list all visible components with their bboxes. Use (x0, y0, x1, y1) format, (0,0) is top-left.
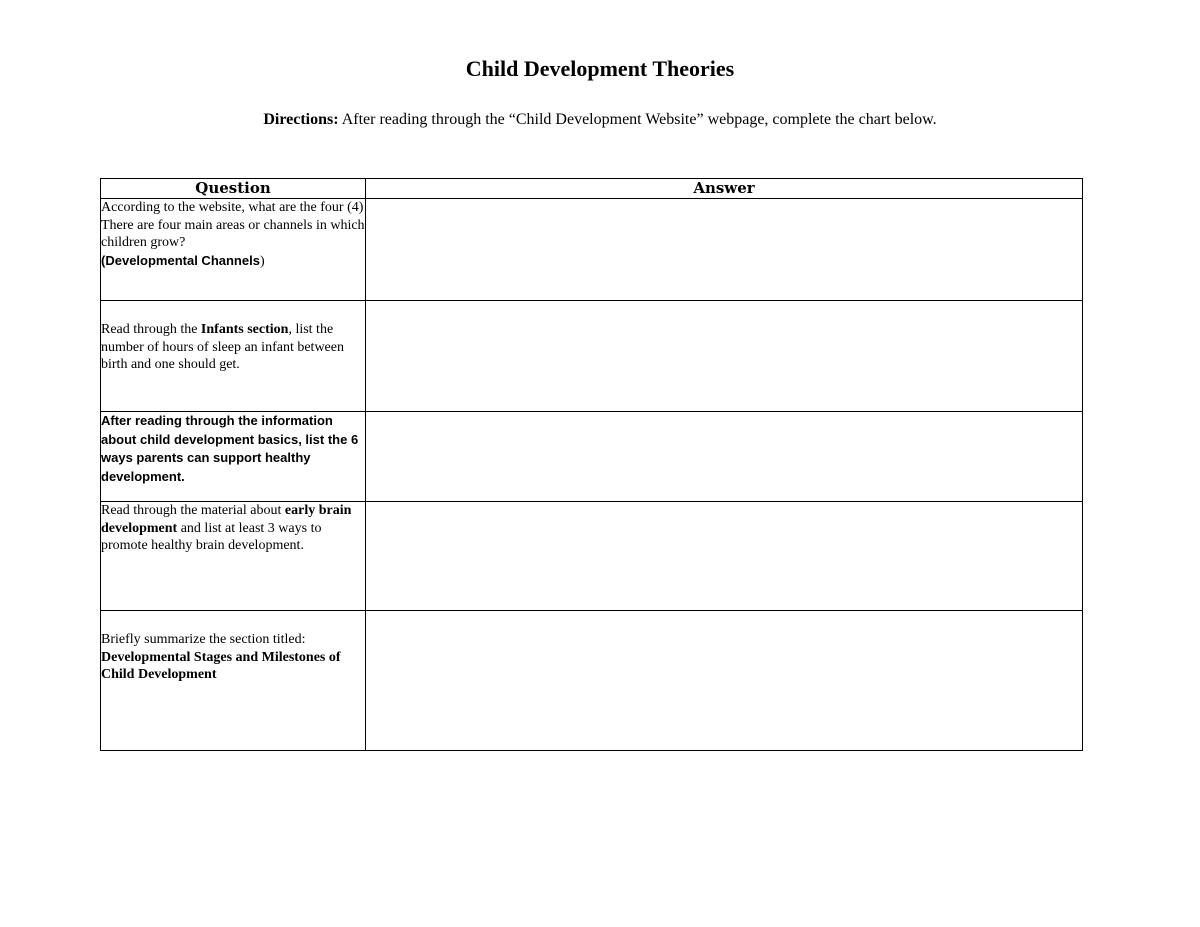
answer-cell[interactable] (366, 199, 1083, 301)
question-bold-text: Infants section (200, 322, 289, 337)
question-text-post: and list at least 3 ways to promote healthy brain development. (101, 520, 322, 553)
page-title: Child Development Theories (465, 56, 735, 81)
answer-column-header: Answer (366, 179, 1083, 199)
question-text-pre: Read through the material about (101, 503, 285, 518)
answer-cell[interactable] (366, 611, 1083, 751)
directions (0, 111, 1200, 129)
table-header-row (101, 179, 1083, 199)
question-cell (101, 199, 366, 301)
question-bold-text: Developmental Stages and Milestones of Child Development (101, 649, 341, 682)
table-row (101, 199, 1083, 301)
question-text: After reading through the information about child development basics, list the 6 ways parents can support healthy development. (101, 413, 359, 484)
table-row (101, 412, 1083, 502)
question-cell (101, 301, 366, 412)
question-cell (101, 412, 366, 502)
question-text-pre: Read through the (101, 322, 201, 337)
question-cell (101, 611, 366, 751)
table-row (101, 611, 1083, 751)
directions-text: After reading through the “Child Development Website” webpage, complete the chart below. (338, 111, 937, 128)
question-text: According to the website, what are the four (4) There are four main areas or channels in which children grow? (101, 200, 365, 250)
question-bold-text: Developmental Channels (105, 252, 260, 268)
question-bold-text: early brain development (101, 503, 352, 536)
question-text-post: , list the number of hours of sleep an infant between birth and one should get. (101, 322, 344, 372)
question-text-pre: Briefly summarize the section titled: (101, 632, 306, 647)
answer-cell[interactable] (366, 412, 1083, 502)
question-paren-close: ) (259, 253, 265, 269)
question-cell (101, 502, 366, 611)
directions-label: Directions: (263, 111, 339, 128)
question-answer-table (100, 178, 1083, 751)
question-column-header: Question (101, 179, 366, 199)
table-row (101, 502, 1083, 611)
answer-cell[interactable] (366, 301, 1083, 412)
table-row (101, 301, 1083, 412)
question-paren-open: ( (101, 252, 106, 268)
answer-cell[interactable] (366, 502, 1083, 611)
